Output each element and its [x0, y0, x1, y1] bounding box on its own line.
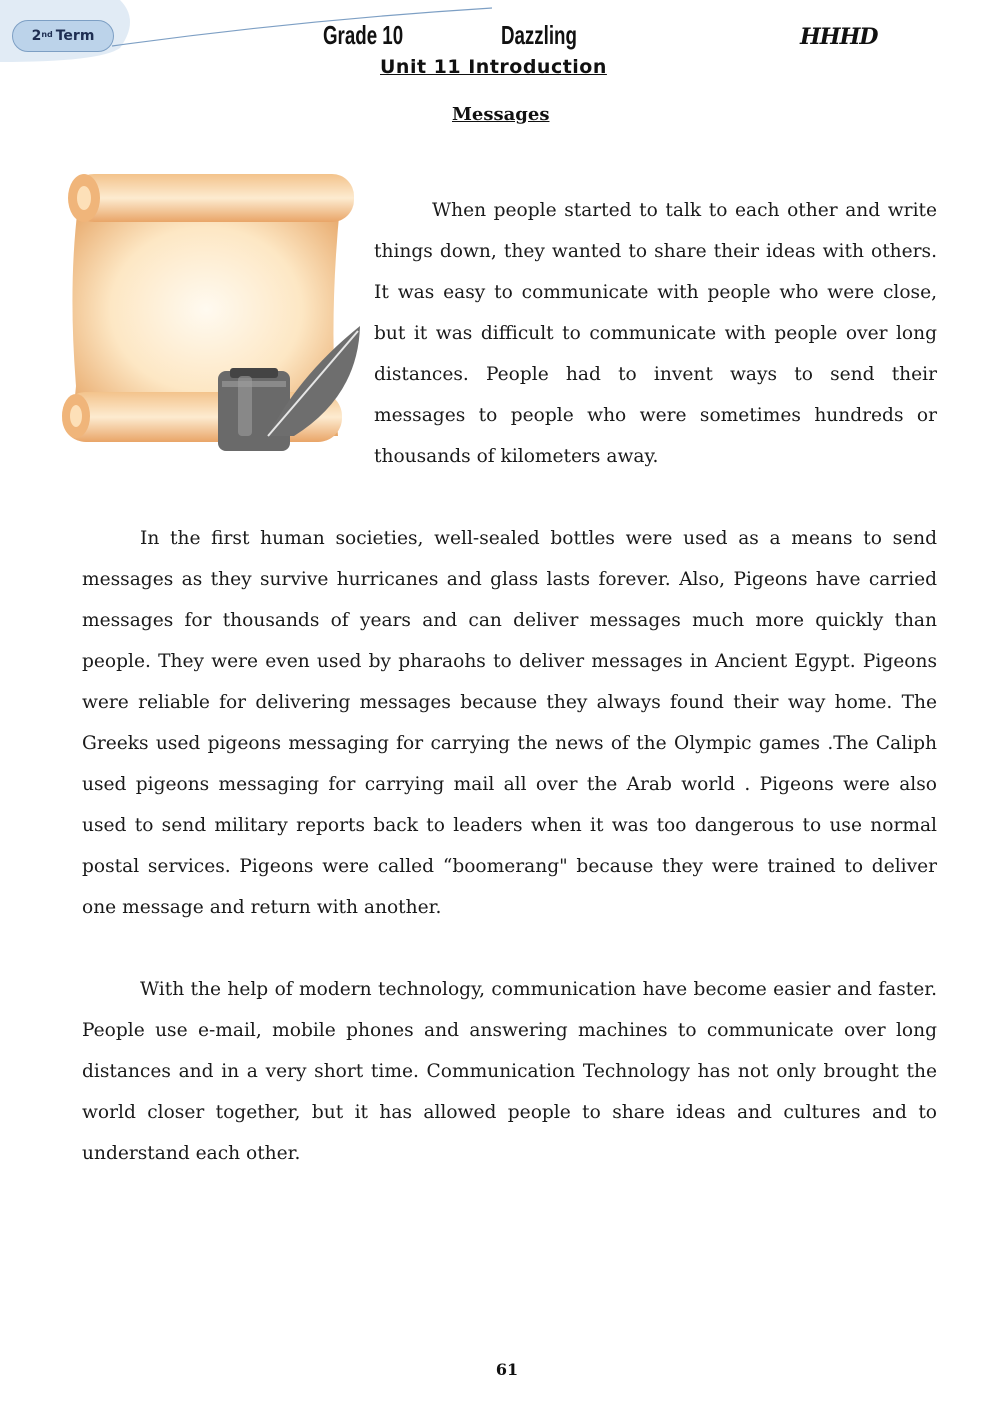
term-label: Term: [55, 28, 95, 44]
history-paragraph: In the first human societies, well-sealed bottles were used as a means to send messages as they survive hurricanes and glass lasts forever. Also, Pigeons have carried messages for thousands of years and can deliver messages much more quickly than people. They were even used by pharaohs to deliver messages in Ancient Egypt. Pigeons were reliable for delivering messages because they always found their way home. The Greeks used pigeons messaging for carrying the news of the Olympic games .The Caliph used pigeons messaging for carrying mail all over the Arab world . Pigeons were also used to send military reports back to leaders when it was too dangerous to use normal postal services. Pigeons were called “boomerang" because they were trained to deliver one message and return with another.: [82, 528, 937, 918]
scroll-and-inkwell-illustration: [58, 166, 364, 466]
term-suffix: nd: [41, 29, 53, 39]
book-title: Dazzling: [501, 20, 577, 50]
term-number: 2: [31, 28, 42, 44]
technology-paragraph: With the help of modern technology, communication have become easier and faster. People use e-mail, mobile phones and answering machines to communicate over long distances and in a very short time. Communication Technology has not only brought the world closer together, but it has allowed people to share ideas and cultures and to understand each other.: [82, 979, 937, 1164]
page-number: 61: [495, 1360, 519, 1379]
lesson-title: Messages: [452, 104, 550, 125]
intro-paragraph: When people started to talk to each other and write things down, they wanted to share their ideas with others. It was easy to communicate with people who were close, but it was difficult to communicate with people over long distances. People had to invent ways to send their messages to people who were sometimes hundreds or thousands of kilometers away.: [374, 200, 937, 467]
grade-label: Grade 10: [323, 20, 404, 50]
unit-title: Unit 11 Introduction: [380, 56, 607, 78]
author-signature: HHHD: [800, 24, 878, 50]
inkwell-icon: [218, 368, 290, 451]
term-badge: [12, 20, 114, 52]
